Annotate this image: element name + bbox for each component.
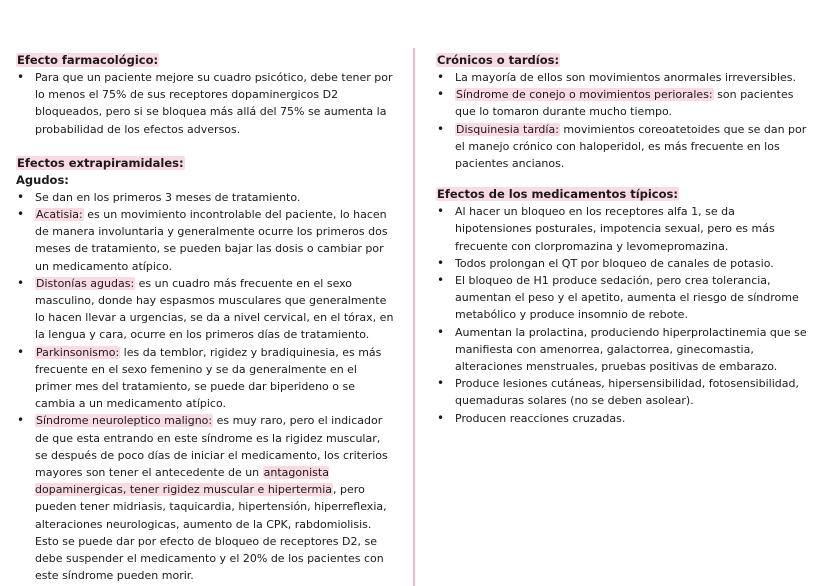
term-highlight: Síndrome neuroleptico maligno:	[36, 414, 213, 428]
list-item: • Produce lesiones cutáneas, hipersensibilidad, fotosensibilidad, quemaduras solares (no se deben asolear).	[436, 375, 812, 409]
list-item: • La mayoría de ellos son movimientos anormales irreversibles.	[436, 69, 812, 86]
term-highlight: Distonías agudas:	[36, 276, 135, 290]
list-item: • Síndrome neuroleptico maligno: es muy raro, pero el indicador de que esta entrando en este síndrome es la rigidez muscular, se después de poco días de iniciar el medicamento, los criterios mayores son tener el antecedente de un antagonista dopaminergicas, tener rigidez muscular e hipertermia, pero pueden tener midriasis, taquicardia, hipertensión, hiperreflexia, alteraciones neurologicas, aumento de la CPK, rabdomiolisis. Esto se puede dar por efecto de bloqueo de receptores D2, se debe suspender el medicamento y el 20% de los pacientes con este síndrome pueden morir.	[16, 412, 396, 584]
tipicos-list	[436, 203, 812, 427]
cronicos-heading: Crónicos o tardíos:	[437, 53, 560, 67]
list-item: • Se dan en los primeros 3 meses de tratamiento.	[16, 189, 396, 206]
right-column	[436, 52, 812, 427]
farmacologico-heading: Efecto farmacológico:	[17, 53, 159, 67]
term-highlight: Disquinesia tardía:	[456, 122, 559, 136]
left-column	[16, 52, 396, 584]
column-divider	[413, 48, 415, 586]
list-item: • Al hacer un bloqueo en los receptores alfa 1, se da hipotensiones posturales, impotencia sexual, pero es más frecuente con clorpromazina y levomepromazina.	[436, 203, 812, 255]
list-item: • Para que un paciente mejore su cuadro psicótico, debe tener por lo menos el 75% de sus receptores dopaminergicos D2 bloqueados, pero si se bloquea más allá del 75% se aumenta la probabilidad de los efectos adversos.	[16, 69, 396, 138]
list-item: • El bloqueo de H1 produce sedación, pero crea tolerancia, aumentan el peso y el apetito, aumenta el riesgo de síndrome metabólico y produce insomnio de rebote.	[436, 272, 812, 324]
cronicos-list	[436, 69, 812, 172]
term-highlight: Parkinsonismo:	[36, 345, 120, 359]
term-highlight: Síndrome de conejo o movimientos periorales:	[456, 88, 713, 102]
list-item: • Acatisia: es un movimiento incontrolable del paciente, lo hacen de manera involuntaria y generalmente ocurre los primeros dos meses de tratamiento, se pueden bajar las dosis o cambiar por un medicamento atípico.	[16, 206, 396, 275]
criteria-highlight: antagonista dopaminergicas, tener rigidez muscular e hipertermia	[35, 466, 333, 497]
list-item: • Parkinsonismo: les da temblor, rigidez y bradiquinesia, es más frecuente en el sexo femenino y se da generalmente en el primer mes del tratamiento, se puede dar biperideno o se cambia a un medicamento atípico.	[16, 344, 396, 413]
farmacologico-list	[16, 69, 396, 138]
agudos-list	[16, 189, 396, 585]
tipicos-heading: Efectos de los medicamentos típicos:	[437, 187, 678, 202]
list-item: • Aumentan la prolactina, produciendo hiperprolactinemia que se manifiesta con amenorrea, galactorrea, ginecomastia, alteraciones menstruales, pruebas positivas de embarazo.	[436, 324, 812, 376]
extrapiramidales-heading: Efectos extrapiramidales:	[17, 155, 184, 170]
list-item: • Síndrome de conejo o movimientos periorales: son pacientes que lo tomaron durante mucho tiempo.	[436, 86, 812, 120]
list-item: • Producen reacciones cruzadas.	[436, 410, 812, 427]
list-item: • Distonías agudas: es un cuadro más frecuente en el sexo masculino, donde hay espasmos musculares que generalmente lo hacen llevar a urgencias, se da a nivel cervical, en el tórax, en la lengua y cara, ocurre en los primeros días de tratamiento.	[16, 275, 396, 344]
term-highlight: Acatisia:	[36, 208, 83, 222]
agudos-subheading: Agudos:	[16, 172, 69, 187]
list-item: • Disquinesia tardía: movimientos coreoatetoides que se dan por el manejo crónico con haloperidol, es más frecuente en los pacientes ancianos.	[436, 121, 812, 173]
list-item: • Todos prolongan el QT por bloqueo de canales de potasio.	[436, 255, 812, 272]
